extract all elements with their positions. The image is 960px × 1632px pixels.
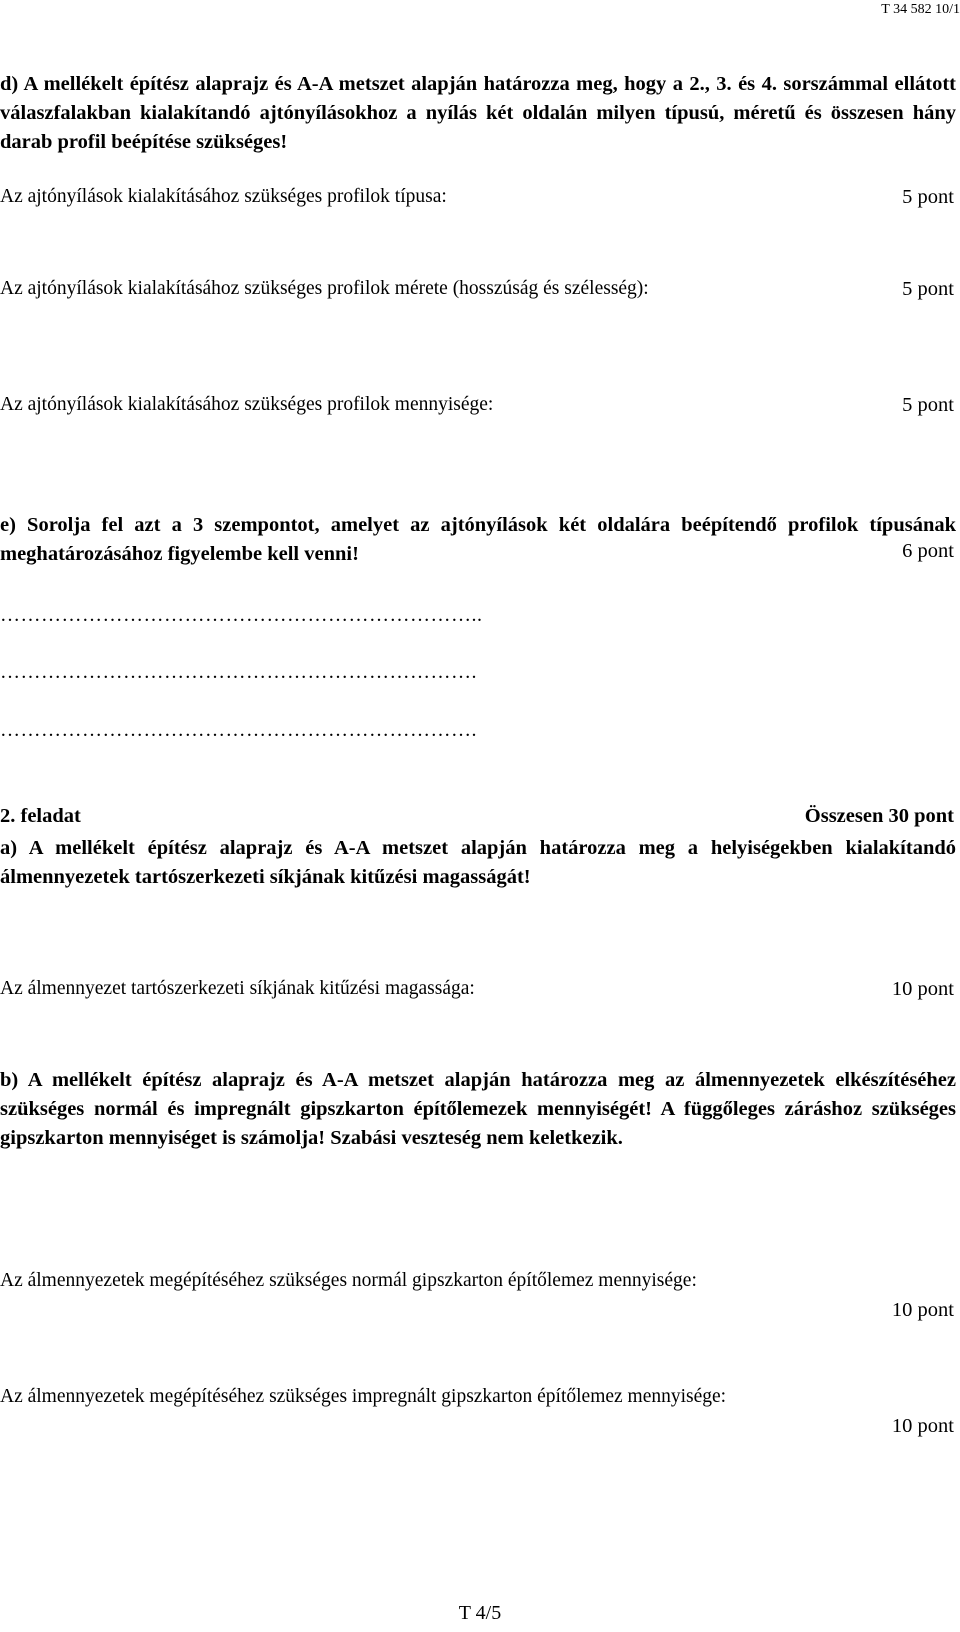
task2-b-prompt: b) A mellékelt építész alaprajz és A-A metszet alapján határozza meg az álmennyezetek elkészítéséhez szükséges normál és impregnált gipszkarton építőlemezek mennyiségét! A függőleges záráshoz szükséges gipszkarton mennyiséget is számolja! Szabási veszteség nem keletkezik. [0,1069,956,1149]
question-e-prompt: e) Sorolja fel azt a 3 szempontot, amelyet az ajtónyílások két oldalára beépítendő profilok típusának meghatározásához figyelembe kell venni! [0,514,956,565]
page-number: T 4/5 [458,1602,502,1624]
answer-line: ……………………………………………………………. [0,661,477,683]
task2-a-prompt: a) A mellékelt építész alaprajz és A-A metszet alapján határozza meg a helyiségekben kialakítandó álmennyezetek tartószerkezeti síkjának kitűzési magasságát! [0,837,956,888]
task2-title: 2. feladat [0,805,81,827]
row-points: 5 pont [902,278,954,300]
question-d-row-size [0,278,954,308]
task2-b-impregnated-points: 10 pont [891,1415,954,1437]
row-label: Az álmennyezet tartószerkezeti síkjának kitűzési magassága: [0,978,475,999]
row-label: Az ajtónyílások kialakításához szükséges profilok mennyisége: [0,394,494,415]
row-points: 5 pont [902,186,954,208]
question-d-prompt: d) A mellékelt építész alaprajz és A-A metszet alapján határozza meg, hogy a 2., 3. és 4. sorszámmal ellátott válaszfalakban kialakítandó ajtónyílásokhoz a nyílás két oldalán milyen típusú, méretű és összesen hány darab profil beépítése szükséges! [0,73,956,153]
question-d-row-quantity [0,394,954,424]
answer-line: …………………………………………………………….. [0,604,483,626]
question-d-row-type [0,186,954,216]
answer-line: ……………………………………………………………. [0,719,477,741]
task2-a-row [0,978,954,1008]
question-e-points: 6 pont [902,540,954,562]
document-code: T 34 582 10/1 [881,2,960,17]
row-points: 5 pont [902,394,954,416]
task2-b-normal-label: Az álmennyezetek megépítéséhez szükséges normál gipszkarton építőlemez mennyisége: [0,1270,697,1291]
task2-b-impregnated-label: Az álmennyezetek megépítéséhez szükséges impregnált gipszkarton építőlemez mennyisége: [0,1386,727,1407]
row-label: Az ajtónyílások kialakításához szükséges profilok típusa: [0,186,447,207]
row-points: 10 pont [891,978,954,1000]
task2-total: Összesen 30 pont [804,805,954,827]
row-label: Az ajtónyílások kialakításához szükséges profilok mérete (hosszúság és szélesség): [0,278,649,299]
task2-b-normal-points: 10 pont [891,1299,954,1321]
